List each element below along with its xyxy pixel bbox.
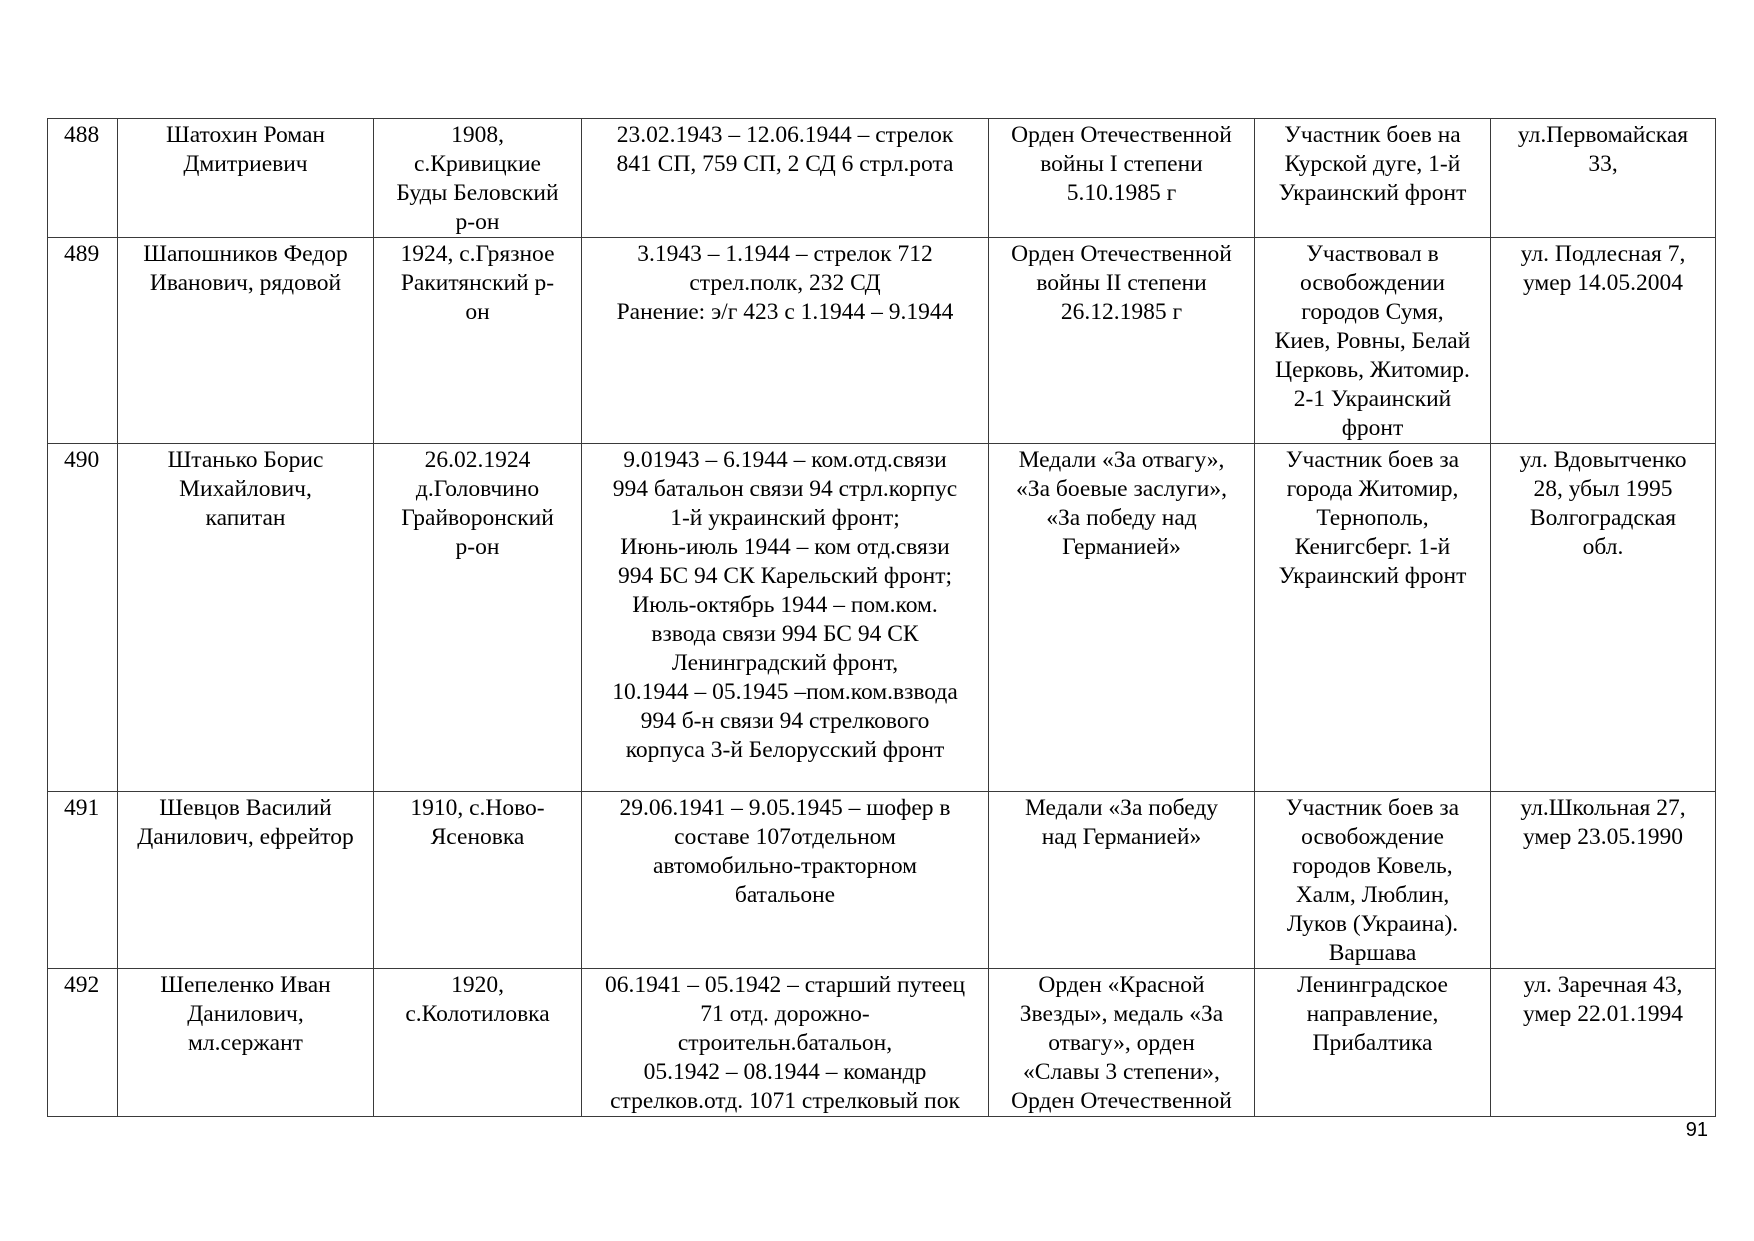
battles-cell: Участник боев за освобождение городов Ковель, Халм, Люблин, Луков (Украина). Варшава: [1255, 792, 1491, 969]
awards-cell: Медали «За победу над Германией»: [989, 792, 1255, 969]
birth-cell: 1910, с.Ново- Ясеновка: [374, 792, 582, 969]
name-cell: Шапошников Федор Иванович, рядовой: [118, 238, 374, 444]
name-cell: Штанько Борис Михайлович, капитан: [118, 444, 374, 792]
service-cell: 06.1941 – 05.1942 – старший путеец 71 отд. дорожно- строительн.батальон, 05.1942 – 08.1944 – командр стрелков.отд. 1071 стрелковый пок: [582, 969, 989, 1117]
name-cell: Шатохин Роман Дмитриевич: [118, 119, 374, 238]
address-cell: ул.Первомайская 33,: [1491, 119, 1716, 238]
awards-cell: Медали «За отвагу», «За боевые заслуги», «За победу над Германией»: [989, 444, 1255, 792]
record-number-cell: 488: [48, 119, 118, 238]
battles-cell: Участник боев на Курской дуге, 1-й Украинский фронт: [1255, 119, 1491, 238]
table-row: [48, 119, 1716, 238]
birth-cell: 1924, с.Грязное Ракитянский р- он: [374, 238, 582, 444]
address-cell: ул.Школьная 27, умер 23.05.1990: [1491, 792, 1716, 969]
veterans-table: [47, 118, 1716, 1117]
address-cell: ул. Подлесная 7, умер 14.05.2004: [1491, 238, 1716, 444]
awards-cell: Орден Отечественной войны II степени 26.12.1985 г: [989, 238, 1255, 444]
battles-cell: Участник боев за города Житомир, Тернополь, Кенигсберг. 1-й Украинский фронт: [1255, 444, 1491, 792]
awards-cell: Орден Отечественной войны I степени 5.10.1985 г: [989, 119, 1255, 238]
battles-cell: Ленинградское направление, Прибалтика: [1255, 969, 1491, 1117]
address-cell: ул. Заречная 43, умер 22.01.1994: [1491, 969, 1716, 1117]
table-row: [48, 969, 1716, 1117]
table-row: [48, 238, 1716, 444]
address-cell: ул. Вдовытченко 28, убыл 1995 Волгоградская обл.: [1491, 444, 1716, 792]
name-cell: Шевцов Василий Данилович, ефрейтор: [118, 792, 374, 969]
service-cell: 3.1943 – 1.1944 – стрелок 712 стрел.полк, 232 СД Ранение: э/г 423 с 1.1944 – 9.1944: [582, 238, 989, 444]
birth-cell: 26.02.1924 д.Головчино Грайворонский р-он: [374, 444, 582, 792]
record-number-cell: 490: [48, 444, 118, 792]
table-row: [48, 444, 1716, 792]
record-number-cell: 489: [48, 238, 118, 444]
record-number-cell: 492: [48, 969, 118, 1117]
table-row: [48, 792, 1716, 969]
name-cell: Шепеленко Иван Данилович, мл.сержант: [118, 969, 374, 1117]
service-cell: 29.06.1941 – 9.05.1945 – шофер в составе 107отдельном автомобильно-тракторном батальоне: [582, 792, 989, 969]
battles-cell: Участвовал в освобождении городов Сумя, Киев, Ровны, Белай Церковь, Житомир. 2-1 Украинский фронт: [1255, 238, 1491, 444]
page-number: 91: [1685, 1119, 1708, 1141]
service-cell: 23.02.1943 – 12.06.1944 – стрелок 841 СП, 759 СП, 2 СД 6 стрл.рота: [582, 119, 989, 238]
birth-cell: 1908, с.Кривицкие Буды Беловский р-он: [374, 119, 582, 238]
awards-cell: Орден «Красной Звезды», медаль «За отвагу», орден «Славы 3 степени», Орден Отечественной: [989, 969, 1255, 1117]
record-number-cell: 491: [48, 792, 118, 969]
service-cell: 9.01943 – 6.1944 – ком.отд.связи 994 батальон связи 94 стрл.корпус 1-й украинский фронт; Июнь-июль 1944 – ком отд.связи 994 БС 94 СК Карельский фронт; Июль-октябрь 1944 – пом.ком. взвода связи 994 БС 94 СК Ленинградский фронт, 10.1944 – 05.1945 –пом.ком.взвода 994 б-н связи 94 стрелкового корпуса 3-й Белорусский фронт: [582, 444, 989, 792]
birth-cell: 1920, с.Колотиловка: [374, 969, 582, 1117]
